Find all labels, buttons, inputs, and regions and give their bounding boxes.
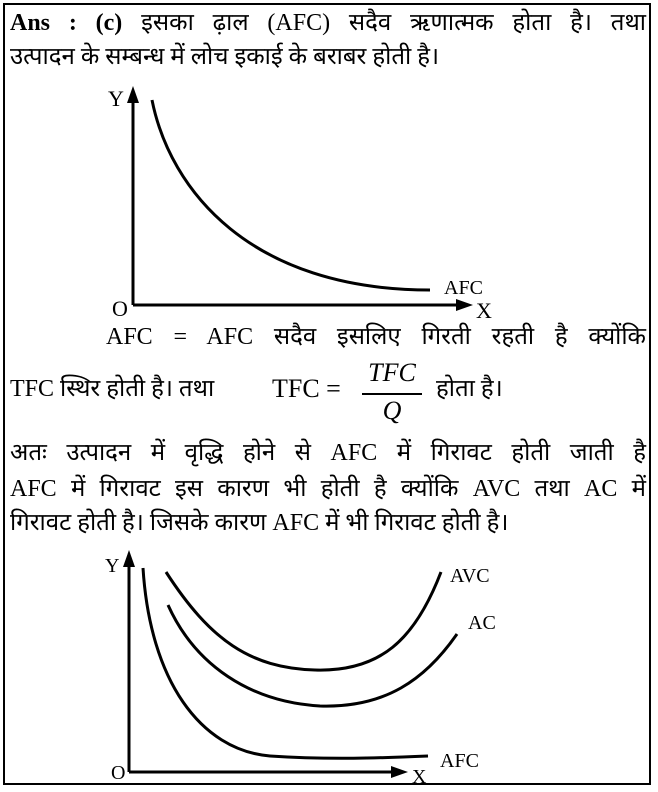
formula-numerator: TFC — [368, 358, 416, 387]
avc-curve — [166, 572, 441, 670]
afc-curve-label-1: AFC — [444, 277, 483, 299]
afc-curve-label-2: AFC — [440, 750, 479, 772]
explanation-para-line-1: अतः उत्पादन में वृद्धि होने से AFC में गिरावट होती जाती है — [10, 440, 646, 466]
formula-denominator: Q — [382, 396, 402, 425]
x-label-2: X — [412, 766, 427, 788]
explanation-para-line-3: गिरावट होती है। जिसके कारण AFC में भी गिरावट होती है। — [10, 510, 509, 536]
ac-curve — [168, 605, 457, 706]
y-label-1: Y — [108, 86, 124, 111]
explanation-line-2-end: होता है। — [436, 376, 503, 402]
y-axis-2-arrowhead — [123, 550, 135, 567]
answer-line-2: उत्पादन के सम्बन्ध में लोच इकाई के बराबर होती है। — [10, 44, 440, 70]
answer-label: Ans : (c) — [10, 10, 123, 36]
x-label-1: X — [476, 298, 492, 323]
answer-line-1-text: इसका ढ़ाल (AFC) सदैव ऋणात्मक होता है। तथा — [141, 10, 647, 36]
origin-label-1: O — [112, 296, 128, 321]
afc-curve-2 — [143, 568, 428, 758]
origin-label-2: O — [111, 762, 126, 784]
formula-lhs: TFC = — [272, 374, 341, 403]
avc-curve-label: AVC — [450, 565, 490, 587]
explanation-line-1: AFC = AFC सदैव इसलिए गिरती रहती है क्योंकि — [106, 324, 646, 350]
explanation-para-line-2: AFC में गिरावट इस कारण भी होती है क्योंकि AVC तथा AC में — [10, 476, 646, 502]
x-axis-2-arrowhead — [391, 766, 408, 778]
explanation-line-2-start: TFC स्थिर होती है। तथा — [10, 376, 215, 402]
y-label-2: Y — [105, 555, 120, 577]
ac-curve-label: AC — [468, 612, 496, 634]
